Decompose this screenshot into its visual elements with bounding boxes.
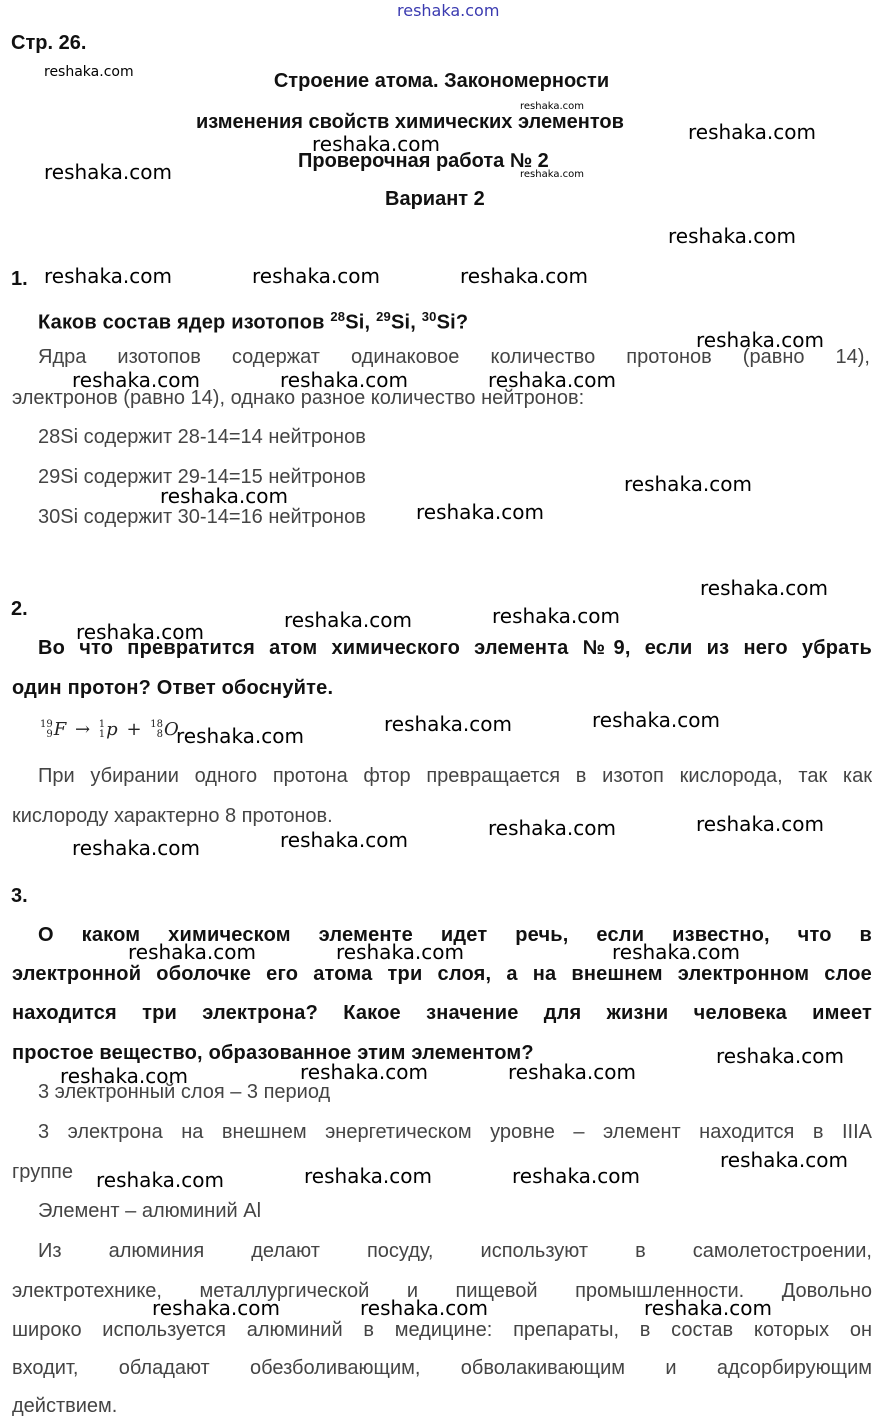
watermark: reshaka.com: [176, 724, 304, 748]
task3-answer2-line1: 3 электрона на внешнем энергетическом уровне – элемент находится в IIIA: [38, 1121, 872, 1143]
task1-question: Каков состав ядер изотопов $^{28}$Si, $^{29}$Si, $^{30}$Si?: [38, 309, 469, 334]
watermark: reshaka.com: [280, 828, 408, 852]
watermark: reshaka.com: [460, 264, 588, 288]
watermark: reshaka.com: [44, 160, 172, 184]
watermark: reshaka.com: [360, 1296, 488, 1320]
task2-question-line1: Во что превратится атом химического элемента №9, если из него убрать: [38, 637, 872, 659]
task1-line: 29Si содержит 29-14=15 нейтронов: [38, 466, 366, 488]
task3-question-line2: электронной оболочке его атома три слоя, а на внешнем электронном слое: [12, 963, 872, 985]
watermark: reshaka.com: [592, 708, 720, 732]
watermark: reshaka.com: [96, 1168, 224, 1192]
watermark: reshaka.com: [416, 500, 544, 524]
watermark: reshaka.com: [720, 1148, 848, 1172]
watermark: reshaka.com: [696, 812, 824, 836]
task3-answer3: Элемент – алюминий Al: [38, 1200, 262, 1222]
watermark: reshaka.com: [128, 940, 256, 964]
title-line2: изменения свойств химических элементов: [196, 111, 624, 133]
task3-answer4-line2: электротехнике, металлургической и пищевой промышленности. Довольно: [12, 1280, 872, 1302]
watermark: reshaka.com: [152, 1296, 280, 1320]
watermark: reshaka.com: [72, 836, 200, 860]
watermark: reshaka.com: [688, 120, 816, 144]
watermark: reshaka.com: [512, 1164, 640, 1188]
watermark: reshaka.com: [492, 604, 620, 628]
task3-question-line4: простое вещество, образованное этим элементом?: [12, 1042, 534, 1064]
task3-number: 3.: [11, 885, 28, 907]
task3-answer4-line4: входит, обладают обезболивающим, обволакивающим и адсорбирующим: [12, 1357, 872, 1379]
watermark: reshaka.com: [520, 169, 584, 180]
watermark: reshaka.com: [300, 1060, 428, 1084]
title-line4: Вариант 2: [385, 188, 485, 210]
task3-answer1: 3 электронный слоя – 3 период: [38, 1081, 331, 1103]
watermark: reshaka.com: [520, 101, 584, 112]
title-line3: Проверочная работа № 2: [298, 150, 549, 172]
watermark: reshaka.com: [252, 264, 380, 288]
task3-answer4-line3: широко используется алюминий в медицине: препараты, в состав которых он: [12, 1319, 872, 1341]
task1-answer-line2: электронов (равно 14), однако разное количество нейтронов:: [12, 387, 585, 409]
watermark: reshaka.com: [668, 224, 796, 248]
nuclear-formula: 19 9 F → 1 1 p + 18 8 O: [40, 719, 179, 740]
task3-question-line3: находится три электрона? Какое значение для жизни человека имеет: [12, 1002, 872, 1024]
watermark: reshaka.com: [60, 1064, 188, 1088]
watermark: reshaka.com: [716, 1044, 844, 1068]
watermark: reshaka.com: [644, 1296, 772, 1320]
task3-answer4-line1: Из алюминия делают посуду, используют в самолетостроении,: [38, 1240, 872, 1262]
watermark: reshaka.com: [336, 940, 464, 964]
watermark: reshaka.com: [696, 328, 824, 352]
watermark: reshaka.com: [384, 712, 512, 736]
watermark: reshaka.com: [160, 484, 288, 508]
watermark: reshaka.com: [44, 264, 172, 288]
task2-number: 2.: [11, 598, 28, 620]
watermark: reshaka.com: [76, 620, 204, 644]
task1-line: 28Si содержит 28-14=14 нейтронов: [38, 426, 366, 448]
watermark: reshaka.com: [312, 132, 440, 156]
task1-line: 30Si содержит 30-14=16 нейтронов: [38, 506, 366, 528]
watermark: reshaka.com: [304, 1164, 432, 1188]
task2-answer-line2: кислороду характерно 8 протонов.: [12, 805, 333, 827]
task3-question-line1: О каком химическом элементе идет речь, если известно, что в: [38, 924, 872, 946]
watermark: reshaka.com: [72, 368, 200, 392]
watermark: reshaka.com: [280, 368, 408, 392]
task3-answer2-line2: группе: [12, 1161, 73, 1183]
title-line1: Строение атома. Закономерности: [273, 70, 610, 92]
watermark-top: reshaka.com: [397, 1, 500, 20]
task2-answer-line1: При убирании одного протона фтор превращается в изотоп кислорода, так как: [38, 765, 872, 787]
task3-answer4-line5: действием.: [12, 1395, 118, 1417]
task1-number: 1.: [11, 268, 28, 290]
page-label: Стр. 26.: [11, 32, 87, 54]
watermark: reshaka.com: [624, 472, 752, 496]
watermark: reshaka.com: [612, 940, 740, 964]
watermark: reshaka.com: [700, 576, 828, 600]
watermark: reshaka.com: [508, 1060, 636, 1084]
task1-answer-line1: Ядра изотопов содержат одинаковое количество протонов (равно 14),: [38, 346, 870, 368]
task2-question-line2: один протон? Ответ обоснуйте.: [12, 677, 334, 699]
watermark: reshaka.com: [284, 608, 412, 632]
watermark: reshaka.com: [44, 64, 134, 80]
watermark: reshaka.com: [488, 816, 616, 840]
watermark: reshaka.com: [488, 368, 616, 392]
